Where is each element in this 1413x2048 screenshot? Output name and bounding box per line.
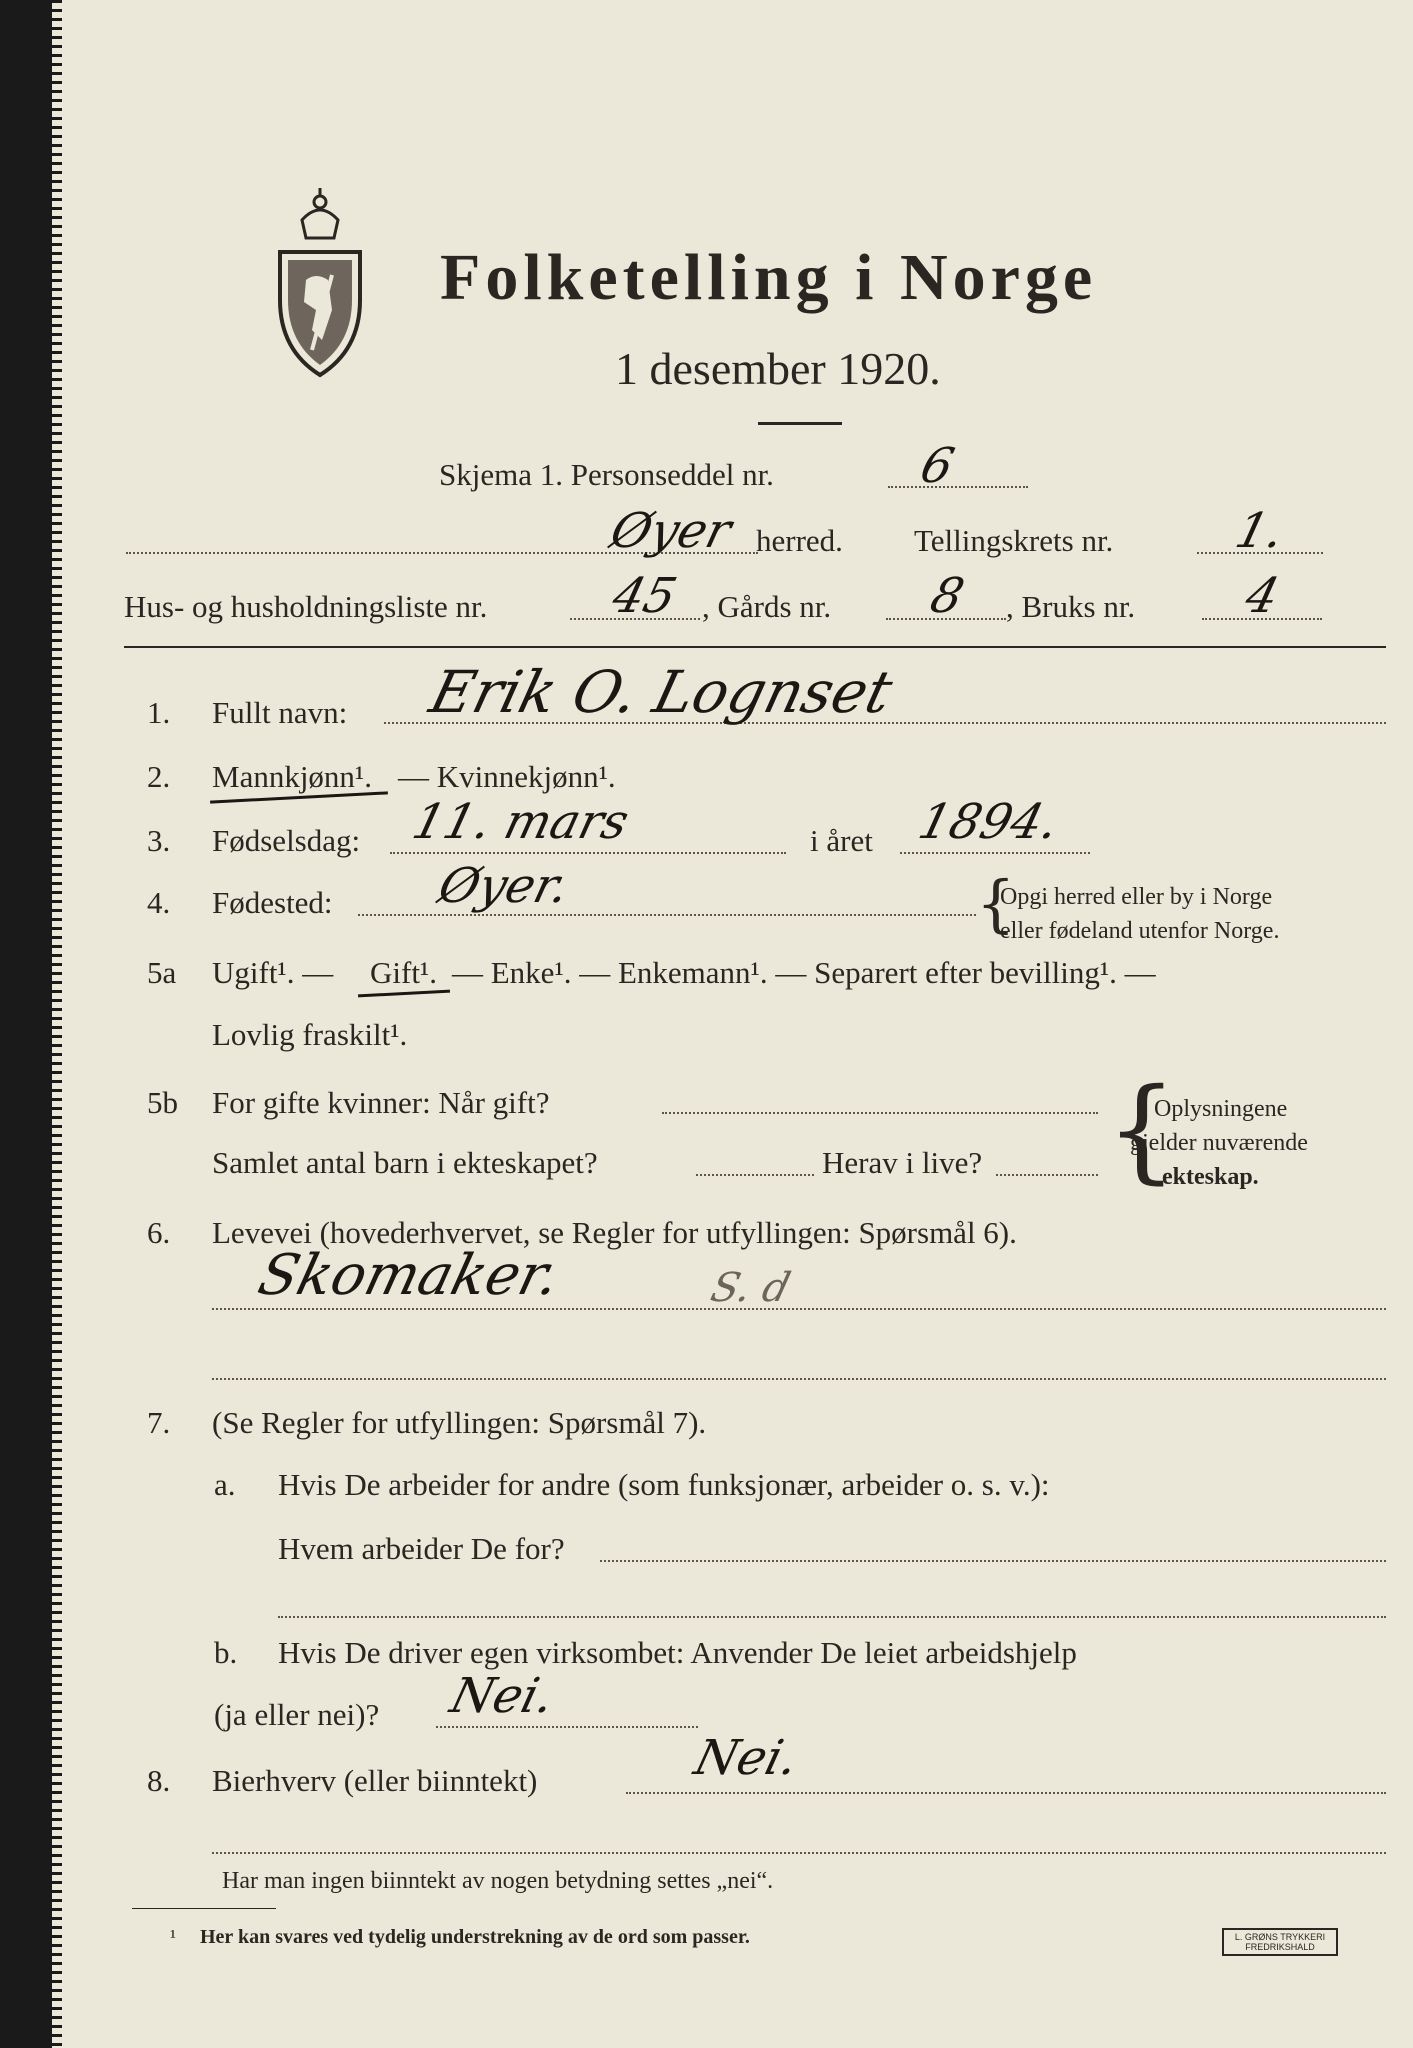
birth-day-value: 11. mars — [407, 794, 635, 850]
q7a-letter: a. — [214, 1467, 236, 1502]
footnote-divider — [132, 1908, 276, 1909]
printer-stamp-line-2: FREDRIKSHALD — [1245, 1942, 1315, 1952]
husliste-label: Hus- og husholdningsliste nr. — [124, 589, 488, 624]
census-date: 1 desember 1920. — [615, 343, 941, 394]
q5b-alive-line — [996, 1174, 1098, 1176]
q6-line-2 — [212, 1378, 1386, 1380]
q3-year-label: i året — [810, 823, 873, 858]
q7b-text-2: (ja eller nei)? — [214, 1697, 380, 1732]
title-divider — [758, 422, 842, 425]
q5a-gift-label: Gift¹. — [370, 955, 437, 990]
q8-line-1 — [626, 1792, 1386, 1794]
tellingskrets-nr-value: 1. — [1230, 503, 1290, 559]
side-income-value: Nei. — [689, 1730, 804, 1786]
q7a-text-2: Hvem arbeider De for? — [278, 1531, 565, 1566]
q2-number: 2. — [147, 759, 171, 794]
herred-value: Øyer — [605, 503, 737, 559]
q7a-line-2 — [278, 1616, 1386, 1618]
gards-nr-value: 8 — [925, 568, 970, 624]
printer-stamp — [1222, 1928, 1338, 1956]
q7b-text-1: Hvis De driver egen virksombet: Anvender De leiet arbeidshjelp — [278, 1635, 1077, 1670]
q3-day-line — [390, 852, 786, 854]
q4-note-1: Opgi herred eller by i Norge — [1000, 884, 1273, 910]
q5b-when-line — [662, 1112, 1098, 1114]
q5b-children-line — [696, 1174, 814, 1176]
coat-of-arms-icon — [272, 180, 368, 380]
q8-number: 8. — [147, 1763, 171, 1798]
q2-male-label: Mannkjønn¹. — [212, 759, 372, 794]
footnote-text: Her kan svares ved tydelig understrekning av de ord som passer. — [200, 1926, 750, 1948]
personseddel-line — [888, 486, 1028, 488]
census-form — [52, 0, 1413, 2048]
q5a-text-line2: Lovlig fraskilt¹. — [212, 1017, 408, 1052]
q7b-letter: b. — [214, 1635, 238, 1670]
occupation-code-mark: S. d — [706, 1265, 795, 1311]
q5b-text-3: Herav i live? — [822, 1145, 983, 1180]
bruks-label: , Bruks nr. — [1006, 589, 1136, 624]
q5b-brace: { — [1106, 1065, 1178, 1195]
q7-label: (Se Regler for utfyllingen: Spørsmål 7). — [212, 1405, 707, 1440]
husliste-nr-value: 45 — [607, 568, 683, 624]
q4-line — [358, 914, 976, 916]
personseddel-nr-value: 6 — [915, 438, 960, 494]
q5a-text-rest: — Enke¹. — Enkemann¹. — Separert efter bevilling¹. — — [452, 955, 1156, 990]
tellingskrets-label: Tellingskrets nr. — [914, 523, 1114, 558]
q5b-number: 5b — [147, 1085, 178, 1120]
q4-note-2: eller fødeland utenfor Norge. — [1000, 918, 1280, 944]
form-title: Folketelling i Norge — [440, 241, 1098, 314]
q4-label: Fødested: — [212, 885, 333, 920]
q6-number: 6. — [147, 1215, 171, 1250]
hired-help-value: Nei. — [445, 1668, 560, 1724]
gards-label: , Gårds nr. — [702, 589, 832, 624]
q5b-note-3: ekteskap. — [1162, 1164, 1259, 1190]
q4-brace: { — [976, 867, 1016, 940]
q7a-line-1 — [600, 1560, 1386, 1562]
bruks-nr-value: 4 — [1240, 568, 1285, 624]
q7a-text-1: Hvis De arbeider for andre (som funksjonær, arbeider o. s. v.): — [278, 1467, 1050, 1502]
q2-female-label: — Kvinnekjønn¹. — [398, 759, 616, 794]
q5b-text-1: For gifte kvinner: Når gift? — [212, 1085, 550, 1120]
skjema-label: Skjema 1. Personseddel nr. — [439, 457, 774, 492]
q1-label: Fullt navn: — [212, 695, 348, 730]
q7-number: 7. — [147, 1405, 171, 1440]
q8-note: Har man ingen biinntekt av nogen betydning settes „nei“. — [222, 1868, 774, 1894]
birthplace-value: Øyer. — [433, 858, 575, 914]
full-name-value: Erik O. Lognset — [423, 658, 900, 726]
q5a-text-start: Ugift¹. — — [212, 955, 334, 990]
q5a-number: 5a — [147, 955, 177, 990]
q8-label: Bierhverv (eller biinntekt) — [212, 1763, 538, 1798]
q3-number: 3. — [147, 823, 171, 858]
q6-label: Levevei (hovederhvervet, se Regler for utfyllingen: Spørsmål 6). — [212, 1215, 1017, 1250]
q3-label: Fødselsdag: — [212, 823, 361, 858]
herred-label: herred. — [756, 523, 843, 558]
q8-line-2 — [212, 1852, 1386, 1854]
q4-number: 4. — [147, 885, 171, 920]
q1-number: 1. — [147, 695, 171, 730]
q5b-note-2: gjelder nuværende — [1130, 1130, 1308, 1156]
footnote-mark: ¹ — [170, 1926, 176, 1948]
q5b-text-2: Samlet antal barn i ekteskapet? — [212, 1145, 598, 1180]
printer-stamp-line-1: L. GRØNS TRYKKERI — [1234, 1932, 1326, 1942]
occupation-value: Skomaker. — [252, 1243, 567, 1308]
q7b-line — [436, 1726, 698, 1728]
header-divider — [124, 646, 1386, 648]
q5b-note-1: Oplysningene — [1154, 1096, 1288, 1122]
q3-year-line — [900, 852, 1090, 854]
q6-line-1 — [212, 1308, 1386, 1310]
birth-year-value: 1894. — [913, 794, 1065, 850]
